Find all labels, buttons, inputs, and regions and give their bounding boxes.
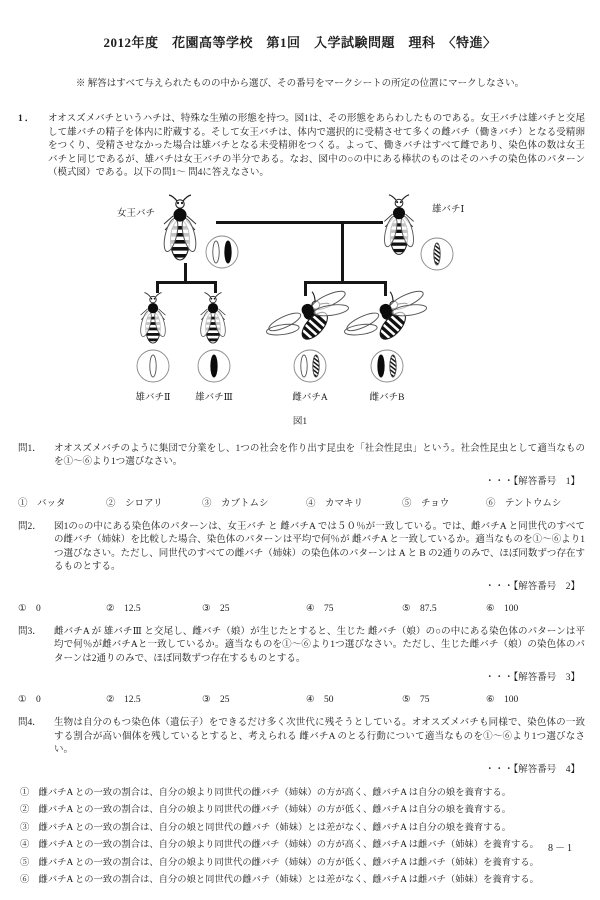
option: ② 12.5	[106, 603, 141, 614]
question-4-label: 問4．	[18, 718, 42, 728]
label-queen: 女王バチ	[116, 208, 155, 219]
option: ② 12.5	[106, 695, 141, 705]
option: ⑤ チョウ	[402, 498, 450, 509]
chromosome-circle-femaleA	[293, 349, 327, 383]
femaleA-bee-icon	[266, 287, 350, 349]
option: ⑥ 雌バチA との一致の割合は、自分の娘と同世代の雌バチ（姉妹）とは差がなく、雌バチA は雌バチ（姉妹）を養育する。	[20, 875, 539, 885]
question-1-text: オオスズメバチのように集団で分業をし、1つの社会を作り出す昆虫を「社会性昆虫」という。社会性昆虫として適当なものを①～⑥より1つ選びなさい。	[54, 443, 585, 467]
option: ① 0	[18, 603, 41, 614]
chromosome-circle-male2	[136, 349, 170, 383]
male1-bee-icon	[378, 193, 420, 259]
male2-bee-icon	[134, 291, 172, 347]
pedigree-line-mating	[216, 221, 383, 224]
question-1	[18, 443, 585, 470]
option: ④ 雌バチA との一致の割合は、自分の娘より同世代の雌バチ（姉妹）の方が高く、雌バチA は雌バチ（姉妹）を養育する。	[20, 840, 539, 850]
question-3-text: 雌バチA が 雄バチⅢ と交尾し、雌バチ（娘）が生じたとすると、生じた 雌バチ（娘）の○の中にある染色体のパターンは平均で何％が雌バチAと一致しているか。適当なものを①～⑥より1つ選びなさい。ただし、生じた雌バチ（娘）の染色体のパターンは2通りのみで、ほぼ同数ずつ存在するものとする。	[54, 626, 585, 664]
femaleB-bee-icon	[344, 287, 428, 349]
option: ① 0	[18, 695, 41, 705]
label-male1: 雄バチⅠ	[432, 204, 465, 215]
question-3	[18, 626, 585, 667]
question-2-text: 図1の○の中にある染色体のパターンは、女王バチ と 雌バチA では５０％が一致している。では、雌バチA と同世代のすべての雌バチ（姉妹）を比較した場合、染色体のパターンは平均で何％が 雌バチA と一致しているか。適当なものを①～⑥より1つ選びなさい。ただし、同世代のすべての雌バチ（姉妹）の染色体のパターンは A と B の2通りのみで、ほぼ同数ずつ存在するものとする。	[54, 521, 585, 572]
question-4	[18, 717, 585, 758]
option: ⑤ 87.5	[402, 603, 437, 614]
option: ③ カブトムシ	[202, 498, 269, 509]
option: ⑥ テントウムシ	[486, 498, 562, 509]
option: ③ 雌バチA との一致の割合は、自分の娘と同世代の雌バチ（姉妹）とは差がなく、雌バチA は自分の娘を養育する。	[20, 822, 512, 833]
chromosome-circle-male3	[197, 349, 231, 383]
option: ③ 25	[202, 603, 230, 614]
question-2-options	[18, 600, 585, 614]
chromosome-circle-male1	[420, 237, 454, 271]
question-2-label: 問2．	[18, 521, 42, 532]
page-title: 2012年度 花園高等学校 第1回 入学試験問題 理科 〈特進〉	[103, 35, 497, 50]
figure-1-pedigree	[0, 187, 600, 431]
label-femaleA: 雌バチA	[292, 392, 328, 403]
problem-number: 1．	[18, 114, 37, 124]
question-3-options	[18, 691, 585, 705]
pedigree-line-bracket-female	[304, 281, 387, 284]
label-male3: 雄バチⅢ	[195, 392, 233, 403]
question-3-label: 問3．	[18, 626, 42, 637]
option: ④ 75	[306, 603, 334, 614]
answer-ref-4: ・・・【解答番号 4】	[484, 764, 580, 775]
option: ⑤ 雌バチA との一致の割合は、自分の娘より同世代の雌バチ（姉妹）の方が低く、雌バチA は雌バチ（姉妹）を養育する。	[20, 857, 539, 868]
option: ⑥ 100	[486, 695, 519, 705]
option: ② シロアリ	[106, 498, 163, 509]
option: ⑤ 75	[402, 695, 430, 705]
page-number: 8－1	[548, 843, 574, 854]
answer-ref-2: ・・・【解答番号 2】	[484, 581, 580, 592]
chromosome-circle-femaleB	[370, 349, 404, 383]
option: ⑥ 100	[486, 603, 519, 614]
question-1-options	[18, 495, 585, 509]
option: ① 雌バチA との一致の割合は、自分の娘より同世代の雌バチ（姉妹）の方が高く、雌バチA は自分の娘を養育する。	[20, 787, 512, 798]
figure-caption: 図1	[292, 416, 308, 427]
label-femaleB: 雌バチB	[369, 392, 405, 403]
option: ② 雌バチA との一致の割合は、自分の娘より同世代の雌バチ（姉妹）の方が低く、雌バチA は自分の娘を養育する。	[20, 805, 512, 815]
problem-text: オオスズメバチというハチは、特殊な生殖の形態を持つ。図1は、その形態をあらわしたものである。女王バチは雄バチと交尾して雄バチの精子を体内に貯蔵する。そして女王バチは、体内で選択的に受精させて多くの雌バチ（働きバチ）となる受精卵をつくり、受精させなかった場合は雄バチとなる未受精卵をつくる。よって、働きバチはすべて雌であり、染色体の数は女王バチと同じであるが、雄バチは女王バチの半分である。なお、図中の○の中にある棒状のものはそのハチの染色体のパターン（模式図）である。以下の問1～ 問4に答えなさい。	[48, 114, 585, 178]
option: ① バッタ	[18, 498, 66, 509]
option: ④ カマキリ	[306, 498, 364, 509]
question-1-label: 問1．	[18, 443, 42, 454]
problem-1	[18, 113, 585, 181]
option: ④ 50	[306, 695, 334, 705]
answer-ref-1: ・・・【解答番号 1】	[484, 476, 580, 487]
question-4-options	[20, 785, 585, 890]
question-4-text: 生物は自分のもつ染色体（遺伝子）をできるだけ多く次世代に残そうとしている。オオスズメバチも同様で、染色体の一致する割合が高い個体を残しているとすると、考えられる 雌バチA のとる行動について適当なものを①～⑥より1つ選びなさい。	[54, 718, 585, 755]
instruction-note: ※ 解答はすべて与えられたものの中から選び、その番号をマークシートの所定の位置にマークしなさい。	[75, 79, 525, 89]
label-male2: 雄バチⅡ	[135, 392, 171, 403]
option: ③ 25	[202, 695, 230, 705]
male3-bee-icon	[194, 291, 232, 347]
question-2	[18, 521, 585, 575]
answer-ref-3: ・・・【解答番号 3】	[484, 673, 580, 683]
pedigree-line-bracket-male	[156, 281, 217, 284]
pedigree-line-feeder-female	[341, 221, 344, 283]
queen-bee-icon	[158, 193, 202, 265]
chromosome-circle-queen	[205, 235, 239, 269]
